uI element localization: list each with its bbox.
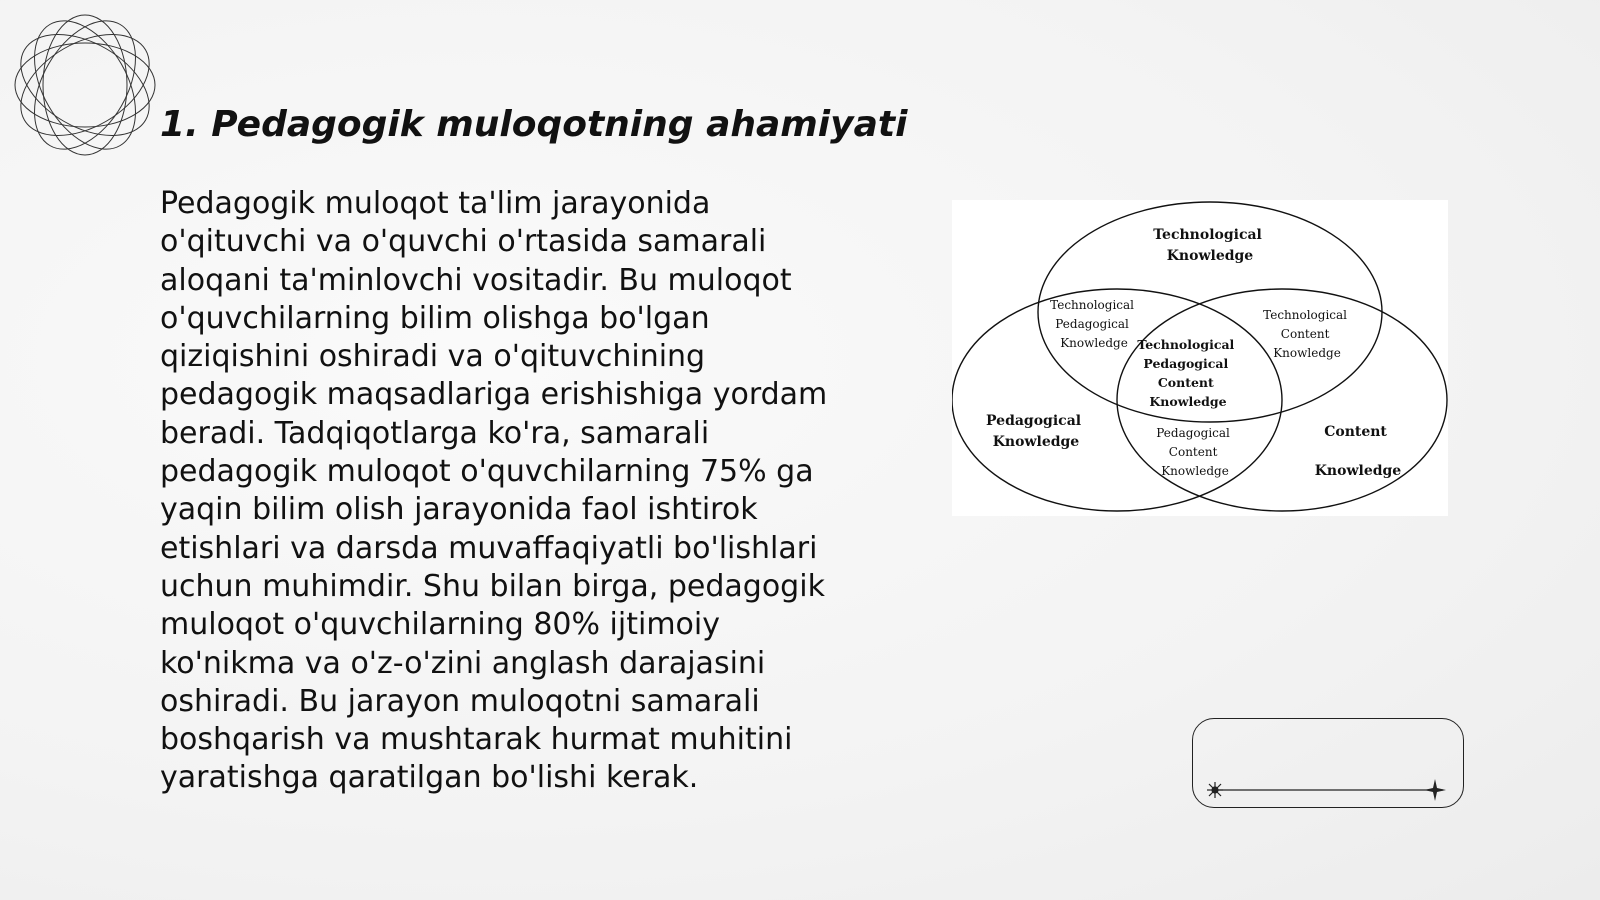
- sun-burst-icon: [1207, 782, 1223, 798]
- technological-knowledge-label: Technological Knowledge: [1153, 227, 1262, 264]
- body-line: pedagogik maqsadlariga erishishiga yordam: [160, 377, 828, 413]
- body-line: pedagogik muloqot o'quvchilarning 75% ga: [160, 454, 814, 490]
- body-line: yaqin bilim olish jarayonida faol ishtirok: [160, 492, 758, 528]
- pck-label: Pedagogical Content Knowledge: [1156, 426, 1230, 478]
- body-line: o'quvchilarning bilim olishga bo'lgan: [160, 300, 710, 336]
- body-line: beradi. Tadqiqotlarga ko'ra, samarali: [160, 415, 710, 451]
- body-line: uchun muhimdir. Shu bilan birga, pedagogik: [160, 568, 825, 604]
- tpack-venn-diagram: [952, 200, 1448, 516]
- body-line: boshqarish va mushtarak hurmat muhitini: [160, 722, 793, 758]
- body-line: Pedagogik muloqot ta'lim jarayonida: [160, 186, 711, 221]
- tck-label: Technological Content Knowledge: [1263, 308, 1348, 360]
- slide-body-text: [160, 185, 840, 798]
- timeline-decoration: [1192, 718, 1464, 808]
- pedagogical-knowledge-label: Pedagogical Knowledge: [986, 413, 1082, 450]
- body-line: oshiradi. Bu jarayon muloqotni samarali: [160, 683, 760, 719]
- sparkle-star-icon: [1424, 779, 1446, 801]
- slide-title: 1. Pedagogik muloqotning ahamiyati: [160, 104, 908, 145]
- body-line: aloqani ta'minlovchi vositadir. Bu muloqot: [160, 262, 792, 298]
- body-line: qiziqishini oshiradi va o'qituvchining: [160, 339, 706, 375]
- body-line: o'qituvchi va o'quvchi o'rtasida samarali: [160, 224, 767, 260]
- body-line: yaratishga qaratilgan bo'lishi kerak.: [160, 760, 699, 796]
- tpk-label: Technological Pedagogical Knowledge: [1050, 298, 1135, 350]
- tpack-label: Technological Pedagogical Content Knowledge: [1137, 337, 1235, 409]
- content-knowledge-label: Content Knowledge: [1314, 424, 1402, 479]
- body-line: etishlari va darsda muvaffaqiyatli bo'lishlari: [160, 530, 818, 566]
- body-line: muloqot o'quvchilarning 80% ijtimoiy: [160, 607, 720, 643]
- spirograph-circle-icon: [10, 10, 160, 160]
- body-line: ko'nikma va o'z-o'zini anglash darajasini: [160, 645, 766, 681]
